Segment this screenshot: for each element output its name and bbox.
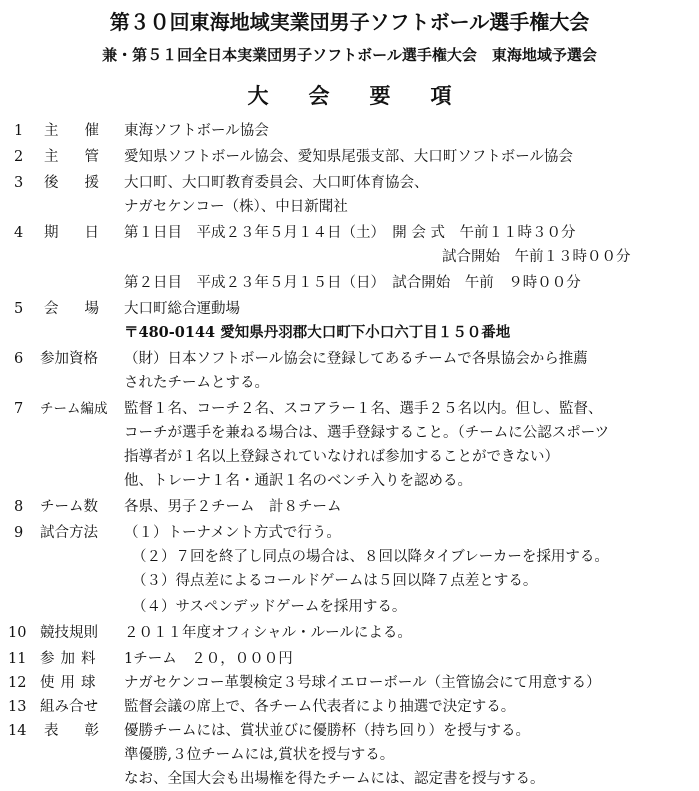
- item-number: 7: [14, 401, 24, 417]
- item-number: 9: [14, 525, 24, 541]
- item-number: 8: [14, 499, 24, 515]
- item-text: 指導者が１名以上登録されていなければ参加することができない）: [124, 449, 559, 465]
- item-text: なお、全国大会も出場権を得たチームには、認定書を授与する。: [124, 771, 545, 787]
- item-label: チーム編成: [40, 401, 108, 417]
- item-label: 主催: [44, 123, 125, 139]
- item-text: 大口町総合運動場: [124, 301, 240, 317]
- item-label: 会場: [44, 301, 125, 317]
- item-number: 13: [8, 699, 27, 715]
- item-text: 優勝チームには、賞状並びに優勝杯（持ち回り）を授与する。: [124, 723, 530, 739]
- item-number: 11: [8, 651, 27, 667]
- section-heading: 大会要項: [247, 83, 492, 108]
- item-label: 使用球: [40, 675, 102, 691]
- item-text: （４）サスペンデッドゲームを採用する。: [132, 599, 407, 615]
- item-text: （財）日本ソフトボール協会に登録してあるチームで各県協会から推薦: [124, 351, 588, 367]
- item-label: 参加料: [40, 651, 102, 667]
- item-label: 主管: [44, 149, 125, 165]
- document-title: 第３０回東海地域実業団男子ソフトボール選手権大会: [109, 10, 590, 34]
- item-text: 準優勝,３位チームには,賞状を授与する。: [124, 747, 395, 763]
- item-label: 試合方法: [40, 525, 98, 541]
- item-text: ナガセケンコー（株）、中日新聞社: [124, 199, 348, 215]
- document-subtitle: 兼・第５１回全日本実業団男子ソフトボール選手権大会 東海地域予選会: [102, 46, 597, 64]
- item-label: 後援: [44, 175, 125, 191]
- item-label: 参加資格: [40, 351, 98, 367]
- item-text: 〒480-0144 愛知県丹羽郡大口町下小口六丁目１５０番地: [124, 324, 511, 341]
- item-number: 10: [8, 625, 27, 641]
- item-number: 2: [14, 149, 24, 165]
- item-text: 1チーム ２０，０００円: [124, 651, 293, 667]
- item-text: 第１日目 平成２３年５月１４日（土） 開 会 式 午前１１時３０分: [124, 225, 576, 241]
- item-label: チーム数: [40, 499, 98, 515]
- item-text: 愛知県ソフトボール協会、愛知県尾張支部、大口町ソフトボール協会: [124, 149, 573, 165]
- item-text: 監督会議の席上で、各チーム代表者により抽選で決定する。: [124, 699, 516, 715]
- item-text: されたチームとする。: [124, 375, 269, 391]
- item-text: ナガセケンコー革製検定３号球イエローボール（主管協会にて用意する）: [124, 675, 601, 691]
- item-text: 他、トレーナ１名・通訳１名のベンチ入りを認める。: [124, 473, 472, 489]
- item-label: 表彰: [44, 723, 125, 739]
- item-text: 大口町、大口町教育委員会、大口町体育協会、: [124, 175, 429, 191]
- item-text: 各県、男子２チーム 計８チーム: [124, 499, 342, 515]
- item-text: 監督１名、コーチ２名、スコアラー１名、選手２５名以内。但し、監督、: [124, 401, 603, 417]
- item-number: 6: [14, 351, 24, 367]
- item-number: 4: [14, 225, 24, 241]
- item-text: （１）トーナメント方式で行う。: [124, 525, 341, 541]
- item-label: 期日: [44, 225, 125, 241]
- item-text: （３）得点差によるコールドゲームは５回以降７点差とする。: [132, 573, 538, 589]
- item-number: 1: [14, 123, 24, 139]
- item-number: 5: [14, 301, 24, 317]
- item-text: 東海ソフトボール協会: [124, 123, 269, 139]
- item-text: コーチが選手を兼ねる場合は、選手登録すること。（チームに公認スポーツ: [124, 425, 610, 441]
- item-text: （２）７回を終了し同点の場合は、８回以降タイブレーカーを採用する。: [132, 549, 609, 565]
- item-number: 12: [8, 675, 27, 691]
- item-text: 第２日目 平成２３年５月１５日（日） 試合開始 午前 ９時００分: [124, 275, 581, 291]
- item-text: 試合開始 午前１３時００分: [442, 249, 631, 265]
- item-label: 組み合せ: [40, 699, 98, 715]
- item-label: 競技規則: [40, 625, 98, 641]
- item-number: 3: [14, 175, 24, 191]
- item-number: 14: [8, 723, 27, 739]
- item-text: ２０１１年度オフィシャル・ルールによる。: [124, 625, 412, 641]
